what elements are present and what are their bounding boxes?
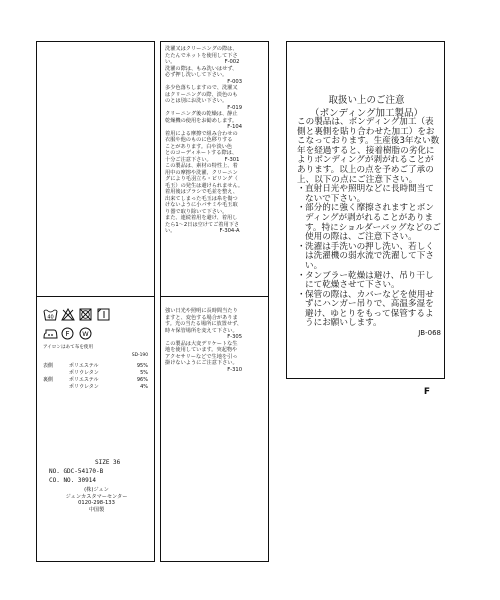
composition-part: 表側 (43, 363, 54, 369)
notice-bullet-text: 部分的に強く摩擦されますとボンディングが剥がれることがあります。特にショルダーバッグなどのご使用の際は、ご注意下さい。 (305, 203, 441, 243)
notice-bullet: ・ タンブラー乾燥は避け、吊り干しにて乾燥させて下さい。 (297, 272, 441, 291)
notice-bullet-text: タンブラー乾燥は避け、吊り干しにて乾燥させて下さい。 (305, 270, 434, 291)
company-name: (株)ジュン (84, 487, 109, 493)
notice-bullet-text: 洗濯は手洗いの押し洗い、若しくは洗濯機の弱水流で洗濯して下さい。 (305, 241, 434, 271)
bonding-notice-label (286, 41, 445, 397)
tumble-dry-prohibited-icon (79, 306, 92, 319)
notice-intro: この製品は、ボンディング加工（表側と裏側を貼り合わせた加工）をおこなっております。生産後3年ない数年を経過すると、接着樹脂の劣化によりボンディングが剥がれることがあります。以上の点を予めご了承の上、以下の点にご注意下さい。 (297, 117, 440, 185)
notice-bullet: ・ 保管の際は、カバーなどを使用せずにハンガー吊りで、高温多湿を避け、ゆとりをもって保管するようにお願いします。 (297, 291, 441, 329)
iron-note: アイロンはあて布を使用 (43, 345, 94, 350)
country-of-origin: 中国製 (88, 507, 105, 514)
composition-part (43, 370, 69, 377)
wash-tub-40-icon (43, 306, 56, 319)
composition-pct: 96% (136, 377, 148, 383)
composition-table (43, 363, 148, 391)
notice-code: JB-068 (418, 329, 441, 338)
composition-part: 裏側 (43, 377, 54, 383)
care-instructions-text: 洗濯又はクリーニングの際は、 たたんでネットを使用して下さ い。 F-002 洗濯の際は、もみ洗いはせず、 必ず押し洗いして下さい。 F-003 多少色落ちしますので、洗濯又 はクリーニングの際、淡色のも のとは別にお洗い下さい。 F-019 クリーニング後の乾燥は、静止 乾燥機の使用をお勧めします。 F-104 着用による摩擦で組み合わせの 衣服や他のものに色移りする ことがあります。白や淡い色 とのコーディネートする際は、 十分ご注意下さい。 F-301 この製品は、素材の特性上、着 用中の摩擦や洗濯、クリーニン グにより毛羽立ち・ピリング（ 毛玉）の発生は避けられません。 着用後はブラシで毛並を整え、 出来てしまった毛玉は糸を傷つ けないように小バサミや毛玉取 り器で取り除いて下さい。 また、連続着用を避け、着用し たら1～2日は空けてご着用下さ い。 F-304-A (165, 46, 244, 234)
composition-row (43, 377, 148, 384)
wet-clean-letter: W (82, 330, 89, 338)
care-warnings-text: 強い日光や照明に長時間当たり ますと、変色する場合がありま す。光の当たる場所に放置せず、 時々保管場所を変えて下さい。 F-305 この製品は大変デリケートな生 地を使用しています。突起物や アクセサリーなどで生地を引っ 掛けないようにご注意下さい。 F-310 (165, 308, 243, 373)
composition-part (43, 384, 69, 391)
notice-body (297, 118, 441, 338)
notice-bullet: ・ 部分的に強く摩擦されますとボンディングが剥がれることがあります。特にショルダーバッグなどのご使用の際は、ご注意下さい。 (297, 203, 441, 243)
dry-clean-f-icon (61, 325, 74, 338)
notice-bullet: ・ 直射日光や照明などに長時間当てないで下さい。 (297, 185, 441, 204)
composition-row (43, 384, 148, 391)
composition-material: ポリウレタン (69, 370, 99, 376)
wet-clean-w-icon (79, 325, 92, 338)
f-mark: F (423, 387, 430, 397)
notice-title-line1: 取扱い上のご注意 (328, 95, 405, 106)
dry-clean-letter: F (65, 330, 70, 338)
composition-row (43, 363, 148, 370)
care-symbols-row-1 (43, 306, 110, 319)
label-divider (37, 296, 154, 297)
customer-center: ジュンカスタマーセンター (65, 493, 128, 500)
label-divider (161, 296, 268, 297)
composition-material: ポリエステル (69, 377, 99, 383)
size-text: SIZE 36 (95, 459, 121, 466)
composition-material: ポリウレタン (69, 384, 99, 390)
composition-pct: 5% (140, 370, 148, 376)
composition-row (43, 370, 148, 377)
notice-bullet-text: 直射日光や照明などに長時間当てないで下さい。 (305, 184, 434, 204)
iron-medium-icon (43, 325, 56, 338)
product-info (49, 458, 120, 485)
composition-pct: 4% (140, 384, 148, 390)
care-symbols-row-2 (43, 325, 92, 338)
composition-pct: 95% (136, 363, 148, 369)
notice-bullet-text: 保管の際は、カバーなどを使用せずにハンガー吊りで、高温多湿を避け、ゆとりをもって保管するようにお願いします。 (305, 289, 434, 329)
composition-material: ポリエステル (69, 363, 99, 369)
care-label-composition (36, 41, 155, 562)
notice-title-line2: （ボンディング加工製品） (309, 107, 424, 119)
care-label-instructions (160, 41, 269, 562)
phone-number: 0120-298-133 (78, 500, 115, 507)
bleach-prohibited-icon (61, 306, 74, 319)
product-number: NO. GDC-54170-B (49, 468, 104, 475)
line-dry-icon (97, 306, 110, 319)
wash-temp-text: 40 (47, 314, 54, 321)
company-info (37, 487, 156, 514)
color-number: CO. NO. 30914 (49, 477, 96, 484)
notice-bullet: ・ 洗濯は手洗いの押し洗い、若しくは洗濯機の弱水流で洗濯して下さい。 (297, 243, 441, 272)
sd-code: SD-190 (131, 353, 148, 358)
